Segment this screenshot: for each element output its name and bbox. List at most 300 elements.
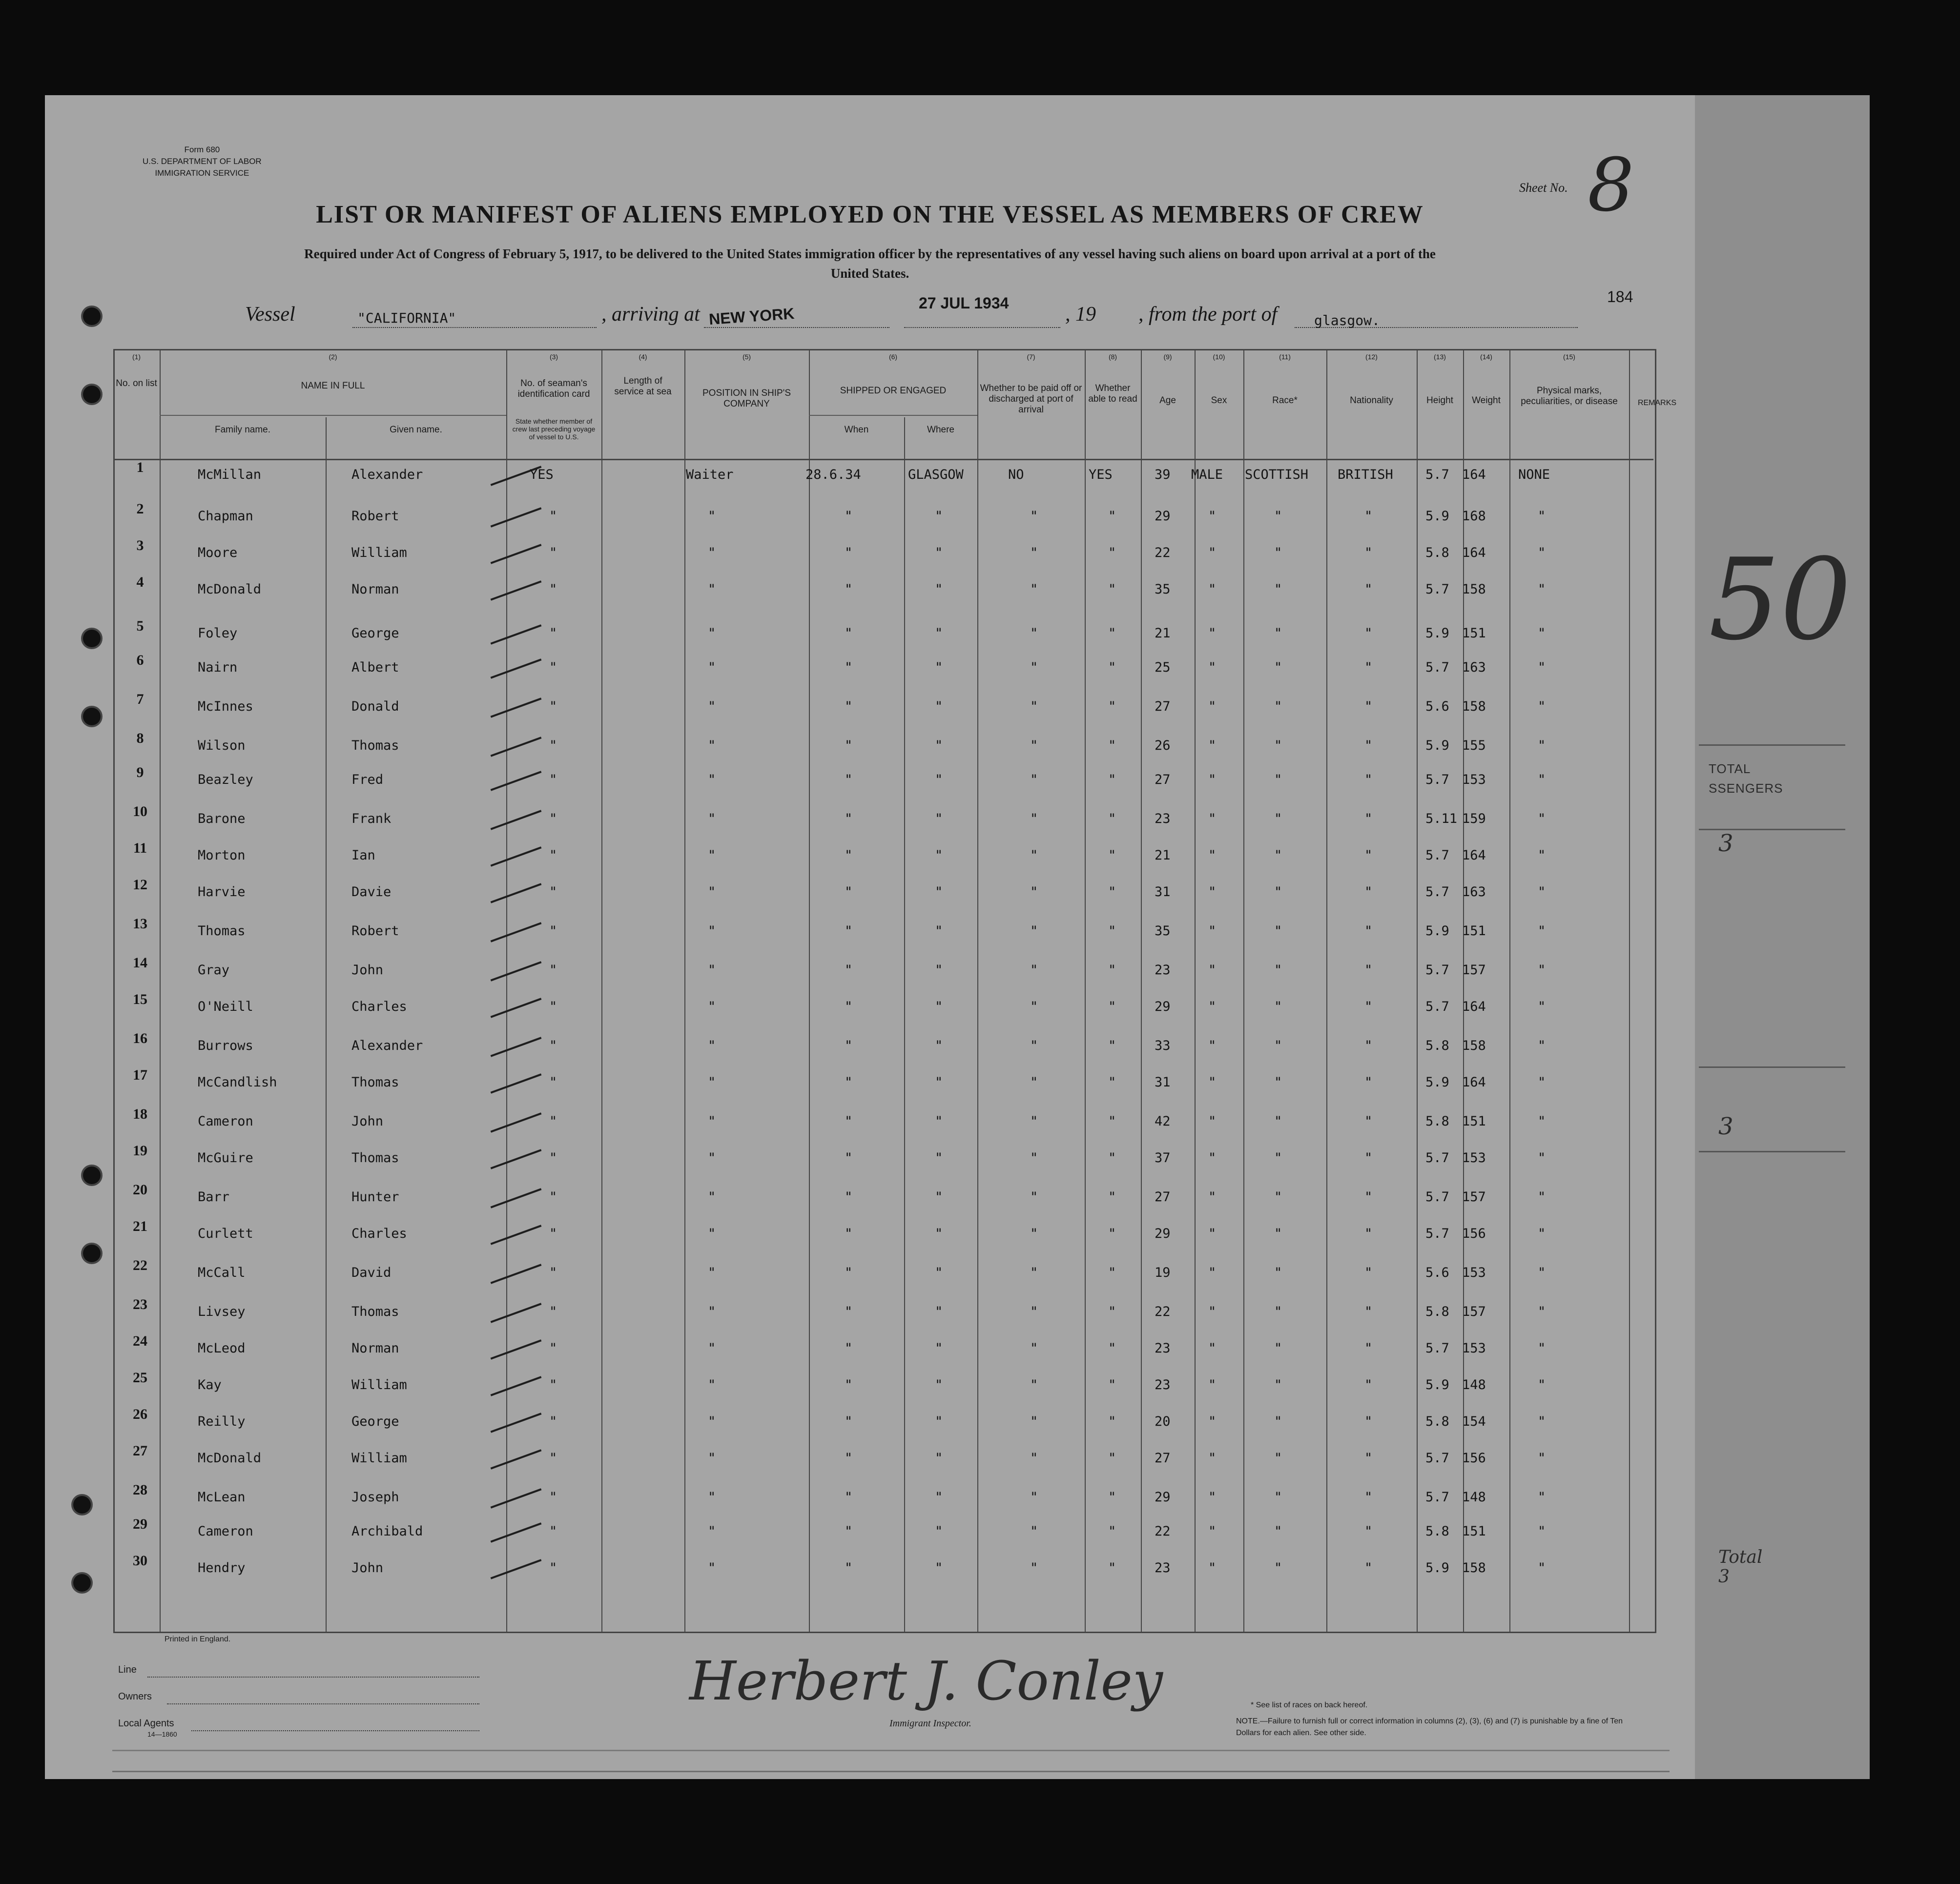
cell-given: Hunter: [351, 1189, 399, 1205]
cell-weight: 148: [1462, 1377, 1486, 1393]
cell-paid-off: ": [1030, 811, 1038, 826]
cell-read: ": [1108, 738, 1116, 753]
cell-nationality: ": [1364, 1377, 1373, 1393]
manifest-sheet: [45, 95, 1695, 1779]
cell-paid-off: ": [1030, 1414, 1038, 1429]
cell-given: Thomas: [351, 1304, 399, 1319]
cell-family: Barone: [198, 811, 246, 826]
cell-nationality: ": [1364, 545, 1373, 560]
cell-age: 27: [1155, 1189, 1171, 1205]
cell-family: McInnes: [198, 699, 253, 714]
cell-race: ": [1274, 1226, 1282, 1241]
check-slash-mark: [491, 1112, 542, 1132]
cell-where: ": [935, 1490, 943, 1505]
sheet-label: Sheet No.: [1519, 181, 1568, 195]
col-number: (10): [1213, 353, 1225, 361]
col-number: (8): [1108, 353, 1117, 361]
cell-marks: ": [1538, 582, 1546, 597]
cell-position: ": [708, 1038, 716, 1053]
cell-read: ": [1108, 545, 1116, 560]
cell-height: 5.6: [1425, 1265, 1449, 1280]
cell-when: ": [845, 626, 853, 641]
cell-race: ": [1274, 699, 1282, 714]
cell-nationality: ": [1364, 1038, 1373, 1053]
cell-sex: ": [1208, 1560, 1217, 1576]
cell-nationality: BRITISH: [1338, 467, 1393, 482]
cell-age: 31: [1155, 1075, 1171, 1090]
cell-given: Thomas: [351, 1150, 399, 1166]
cell-seaman: ": [549, 1304, 557, 1319]
cell-seaman: ": [549, 1114, 557, 1129]
subheader-rule: [809, 415, 977, 416]
cell-paid-off: ": [1030, 509, 1038, 524]
cell-nationality: ": [1364, 923, 1373, 939]
cell-weight: 155: [1462, 738, 1486, 753]
check-slash-mark: [491, 810, 542, 830]
cell-when: ": [845, 1189, 853, 1205]
cell-race: ": [1274, 1304, 1282, 1319]
cell-height: 5.8: [1425, 1114, 1449, 1129]
table-row: [45, 732, 1695, 769]
cell-given: William: [351, 545, 407, 560]
cell-nationality: ": [1364, 582, 1373, 597]
cell-height: 5.9: [1425, 1560, 1449, 1576]
row-number: 27: [133, 1443, 147, 1459]
cell-race: ": [1274, 1189, 1282, 1205]
cell-race: ": [1274, 1114, 1282, 1129]
cell-read: ": [1108, 884, 1116, 900]
cell-nationality: ": [1364, 1414, 1373, 1429]
cell-age: 23: [1155, 1341, 1171, 1356]
cell-paid-off: NO: [1008, 467, 1024, 482]
cell-height: 5.9: [1425, 1377, 1449, 1393]
cell-given: John: [351, 962, 384, 978]
cell-marks: NONE: [1518, 467, 1550, 482]
cell-nationality: ": [1364, 660, 1373, 675]
table-row: [45, 654, 1695, 691]
cell-position: ": [708, 582, 716, 597]
header-marks: Physical marks, peculiarities, or disease: [1521, 386, 1618, 407]
cell-sex: ": [1208, 1490, 1217, 1505]
cell-when: ": [845, 1560, 853, 1576]
cell-age: 29: [1155, 509, 1171, 524]
cell-position: ": [708, 1414, 716, 1429]
cell-family: Harvie: [198, 884, 246, 900]
from-port: glasgow.: [1314, 312, 1380, 328]
cell-family: Curlett: [198, 1226, 253, 1241]
cell-when: ": [845, 1341, 853, 1356]
cell-nationality: ": [1364, 626, 1373, 641]
cell-marks: ": [1538, 962, 1546, 978]
row-number: 15: [133, 991, 147, 1007]
cell-where: ": [935, 999, 943, 1014]
cell-family: Nairn: [198, 660, 238, 675]
cell-seaman: ": [549, 1451, 557, 1466]
cell-family: Hendry: [198, 1560, 246, 1576]
cell-sex: ": [1208, 1304, 1217, 1319]
cell-height: 5.7: [1425, 848, 1449, 863]
cell-when: ": [845, 884, 853, 900]
row-number: 14: [133, 955, 147, 971]
cell-paid-off: ": [1030, 1265, 1038, 1280]
cell-age: 29: [1155, 1226, 1171, 1241]
table-row: [45, 1555, 1695, 1592]
cell-nationality: ": [1364, 772, 1373, 787]
cell-seaman: ": [549, 811, 557, 826]
cell-where: ": [935, 626, 943, 641]
check-slash-mark: [491, 883, 542, 903]
cell-age: 29: [1155, 1490, 1171, 1505]
cell-race: ": [1274, 509, 1282, 524]
cell-where: ": [935, 1560, 943, 1576]
cell-when: ": [845, 1265, 853, 1280]
row-number: 13: [133, 916, 147, 932]
arriving-label: , arriving at: [601, 303, 700, 326]
cell-height: 5.7: [1425, 1341, 1449, 1356]
cell-position: ": [708, 1560, 716, 1576]
cell-seaman: ": [549, 1226, 557, 1241]
row-number: 28: [133, 1482, 147, 1498]
cell-given: Alexander: [351, 1038, 423, 1053]
cell-position: ": [708, 1075, 716, 1090]
row-number: 19: [133, 1143, 147, 1159]
cell-height: 5.7: [1425, 1150, 1449, 1166]
cell-height: 5.7: [1425, 999, 1449, 1014]
col-number: (9): [1163, 353, 1172, 361]
cell-height: 5.11: [1425, 811, 1458, 826]
cell-marks: ": [1538, 699, 1546, 714]
race-note: * See list of races on back hereof.: [1251, 1701, 1368, 1709]
cell-weight: 151: [1462, 1524, 1486, 1539]
col-number: (14): [1480, 353, 1492, 361]
cell-given: Alexander: [351, 467, 423, 482]
date-stamp: 27 JUL 1934: [919, 294, 1009, 312]
cell-seaman: ": [549, 1560, 557, 1576]
cell-paid-off: ": [1030, 923, 1038, 939]
cell-family: Morton: [198, 848, 246, 863]
cell-where: ": [935, 660, 943, 675]
cell-when: ": [845, 738, 853, 753]
cell-paid-off: ": [1030, 738, 1038, 753]
cell-where: ": [935, 1265, 943, 1280]
cell-seaman: ": [549, 923, 557, 939]
cell-where: ": [935, 699, 943, 714]
cell-paid-off: ": [1030, 1451, 1038, 1466]
cell-seaman: ": [549, 1490, 557, 1505]
cell-seaman: ": [549, 699, 557, 714]
cell-marks: ": [1538, 1377, 1546, 1393]
owners-label: Owners: [118, 1691, 152, 1702]
table-row: [45, 1145, 1695, 1182]
subheader-rule: [160, 415, 506, 416]
cell-position: ": [708, 1304, 716, 1319]
cell-paid-off: ": [1030, 999, 1038, 1014]
cell-age: 31: [1155, 884, 1171, 900]
cell-age: 42: [1155, 1114, 1171, 1129]
cell-weight: 158: [1462, 1560, 1486, 1576]
cell-paid-off: ": [1030, 660, 1038, 675]
header-when: When: [844, 425, 869, 435]
cell-weight: 163: [1462, 884, 1486, 900]
row-number: 8: [136, 730, 144, 746]
cell-where: ": [935, 1038, 943, 1053]
cell-sex: ": [1208, 582, 1217, 597]
cell-marks: ": [1538, 1150, 1546, 1166]
cell-given: George: [351, 1414, 399, 1429]
cell-nationality: ": [1364, 999, 1373, 1014]
cell-age: 33: [1155, 1038, 1171, 1053]
cell-paid-off: ": [1030, 1524, 1038, 1539]
cell-given: Thomas: [351, 1075, 399, 1090]
cell-sex: ": [1208, 884, 1217, 900]
cell-read: ": [1108, 962, 1116, 978]
cell-family: Gray: [198, 962, 230, 978]
cell-where: ": [935, 1304, 943, 1319]
cell-read: ": [1108, 582, 1116, 597]
cell-given: Fred: [351, 772, 384, 787]
cell-read: ": [1108, 1414, 1116, 1429]
cell-height: 5.8: [1425, 1304, 1449, 1319]
check-slash-mark: [491, 1264, 542, 1284]
cell-paid-off: ": [1030, 1038, 1038, 1053]
cell-marks: ": [1538, 1075, 1546, 1090]
cell-position: ": [708, 772, 716, 787]
reference-number: 184: [1607, 288, 1633, 306]
cell-family: Moore: [198, 545, 238, 560]
table-row: [45, 766, 1695, 803]
cell-read: ": [1108, 923, 1116, 939]
cell-height: 5.9: [1425, 738, 1449, 753]
cell-age: 37: [1155, 1150, 1171, 1166]
cell-seaman: ": [549, 509, 557, 524]
cell-age: 23: [1155, 1377, 1171, 1393]
row-number: 18: [133, 1106, 147, 1122]
cell-where: ": [935, 772, 943, 787]
cell-sex: ": [1208, 1414, 1217, 1429]
cell-read: ": [1108, 1304, 1116, 1319]
cell-paid-off: ": [1030, 1226, 1038, 1241]
cell-nationality: ": [1364, 509, 1373, 524]
cell-paid-off: ": [1030, 1560, 1038, 1576]
cell-position: ": [708, 1377, 716, 1393]
check-slash-mark: [491, 1303, 542, 1323]
row-number: 24: [133, 1333, 147, 1349]
cell-read: ": [1108, 811, 1116, 826]
cell-nationality: ": [1364, 1150, 1373, 1166]
local-agents-label: Local Agents: [118, 1718, 174, 1729]
cell-weight: 156: [1462, 1226, 1486, 1241]
col-number: (12): [1365, 353, 1378, 361]
cell-position: ": [708, 1524, 716, 1539]
cell-nationality: ": [1364, 1524, 1373, 1539]
cell-family: McDonald: [198, 582, 262, 597]
cell-weight: 156: [1462, 1451, 1486, 1466]
cell-given: William: [351, 1451, 407, 1466]
table-row: [45, 918, 1695, 955]
cell-where: ": [935, 1114, 943, 1129]
cell-given: Frank: [351, 811, 392, 826]
cell-marks: ": [1538, 1265, 1546, 1280]
cell-height: 5.9: [1425, 923, 1449, 939]
cell-seaman: ": [549, 1341, 557, 1356]
cell-position: ": [708, 999, 716, 1014]
row-number: 29: [133, 1516, 147, 1532]
header-no: No. on list: [116, 378, 157, 389]
cell-sex: ": [1208, 1114, 1217, 1129]
cell-age: 25: [1155, 660, 1171, 675]
cell-family: O'Neill: [198, 999, 253, 1014]
cell-nationality: ": [1364, 1114, 1373, 1129]
cell-nationality: ": [1364, 699, 1373, 714]
cell-given: Albert: [351, 660, 399, 675]
cell-where: ": [935, 884, 943, 900]
cell-given: Charles: [351, 999, 407, 1014]
cell-when: ": [845, 582, 853, 597]
cell-read: ": [1108, 848, 1116, 863]
cell-sex: MALE: [1191, 467, 1223, 482]
cell-given: John: [351, 1114, 384, 1129]
cell-position: ": [708, 1341, 716, 1356]
header-weight: Weight: [1472, 395, 1501, 406]
cell-seaman: ": [549, 1524, 557, 1539]
cell-age: 26: [1155, 738, 1171, 753]
header-remarks: REMARKS: [1637, 399, 1677, 407]
cell-when: ": [845, 962, 853, 978]
inspector-signature: Herbert J. Conley: [689, 1650, 1163, 1712]
cell-sex: ": [1208, 1377, 1217, 1393]
cell-read: ": [1108, 1377, 1116, 1393]
service-name: IMMIGRATION SERVICE: [155, 168, 249, 178]
count-a: 3: [1718, 830, 1733, 857]
check-slash-mark: [491, 624, 542, 644]
total-handwritten: Total: [1718, 1547, 1763, 1567]
cell-weight: 158: [1462, 1038, 1486, 1053]
cell-family: Burrows: [198, 1038, 253, 1053]
form-number: Form 680: [184, 145, 220, 154]
cell-nationality: ": [1364, 884, 1373, 900]
check-slash-mark: [491, 998, 542, 1018]
cell-given: Thomas: [351, 738, 399, 753]
cell-where: ": [935, 923, 943, 939]
check-slash-mark: [491, 1149, 542, 1169]
cell-race: ": [1274, 923, 1282, 939]
cell-paid-off: ": [1030, 582, 1038, 597]
inspector-label: Immigrant Inspector.: [889, 1718, 971, 1729]
cell-sex: ": [1208, 660, 1217, 675]
cell-age: 39: [1155, 467, 1171, 482]
cell-weight: 157: [1462, 962, 1486, 978]
table-row: [45, 503, 1695, 540]
line-dotline: [147, 1677, 479, 1678]
cell-when: ": [845, 1490, 853, 1505]
handwritten-number: 50: [1709, 535, 1852, 665]
cell-weight: 148: [1462, 1490, 1486, 1505]
col-number: (13): [1434, 353, 1446, 361]
agents-dotline: [191, 1730, 479, 1731]
cell-seaman: ": [549, 848, 557, 863]
cell-read: ": [1108, 1226, 1116, 1241]
check-slash-mark: [491, 1188, 542, 1208]
check-slash-mark: [491, 580, 542, 600]
cell-marks: ": [1538, 1414, 1546, 1429]
cell-position: ": [708, 1114, 716, 1129]
table-row: [45, 1220, 1695, 1257]
header-family-name: Family name.: [214, 425, 271, 435]
cell-marks: ": [1538, 848, 1546, 863]
cell-height: 5.8: [1425, 1038, 1449, 1053]
cell-height: 5.7: [1425, 1189, 1449, 1205]
cell-given: Robert: [351, 923, 399, 939]
cell-race: ": [1274, 1377, 1282, 1393]
cell-nationality: ": [1364, 1560, 1373, 1576]
cell-race: ": [1274, 1524, 1282, 1539]
vessel-label: Vessel: [245, 303, 295, 326]
cell-race: ": [1274, 1038, 1282, 1053]
col-number: (5): [742, 353, 751, 361]
cell-given: Norman: [351, 1341, 399, 1356]
cell-sex: ": [1208, 1524, 1217, 1539]
row-number: 5: [136, 618, 144, 634]
cell-nationality: ": [1364, 738, 1373, 753]
header-height: Height: [1426, 395, 1453, 406]
cell-where: ": [935, 509, 943, 524]
cell-given: Archibald: [351, 1524, 423, 1539]
cell-weight: 151: [1462, 923, 1486, 939]
cell-read: ": [1108, 509, 1116, 524]
cell-when: ": [845, 999, 853, 1014]
row-number: 3: [136, 537, 144, 553]
col-number: (15): [1563, 353, 1575, 361]
cell-height: 5.9: [1425, 1075, 1449, 1090]
cell-where: ": [935, 738, 943, 753]
check-slash-mark: [491, 1073, 542, 1093]
cell-position: ": [708, 738, 716, 753]
cell-where: ": [935, 1075, 943, 1090]
cell-read: ": [1108, 699, 1116, 714]
cell-given: Joseph: [351, 1490, 399, 1505]
cell-height: 5.7: [1425, 660, 1449, 675]
vessel-name: "CALIFORNIA": [357, 310, 456, 326]
cell-position: ": [708, 509, 716, 524]
row-number: 11: [133, 840, 147, 856]
cell-paid-off: ": [1030, 1150, 1038, 1166]
cell-given: Donald: [351, 699, 399, 714]
cell-sex: ": [1208, 699, 1217, 714]
cell-where: ": [935, 545, 943, 560]
cell-paid-off: ": [1030, 1341, 1038, 1356]
agents-number: 14—1860: [147, 1730, 177, 1738]
year-label: , 19: [1065, 303, 1096, 326]
cell-height: 5.8: [1425, 545, 1449, 560]
cell-weight: 151: [1462, 1114, 1486, 1129]
cell-weight: 164: [1462, 467, 1486, 482]
cell-position: ": [708, 545, 716, 560]
document-title: LIST OR MANIFEST OF ALIENS EMPLOYED ON THE VESSEL AS MEMBERS OF CREW: [316, 201, 1424, 228]
cell-family: McCandlish: [198, 1075, 277, 1090]
cell-sex: ": [1208, 1189, 1217, 1205]
cell-sex: ": [1208, 509, 1217, 524]
cell-position: ": [708, 884, 716, 900]
subtitle-text: Required under Act of Congress of February 5, 1917, to be delivered to the United States immigration officer by the representatives of any vessel having such aliens on board upon arrival at a port of the United States.: [304, 246, 1436, 281]
cell-position: ": [708, 962, 716, 978]
cell-family: Wilson: [198, 738, 246, 753]
cell-nationality: ": [1364, 1304, 1373, 1319]
cell-age: 29: [1155, 999, 1171, 1014]
table-row: [45, 1335, 1695, 1372]
cell-race: ": [1274, 848, 1282, 863]
cell-race: ": [1274, 1341, 1282, 1356]
table-row: [45, 957, 1695, 994]
